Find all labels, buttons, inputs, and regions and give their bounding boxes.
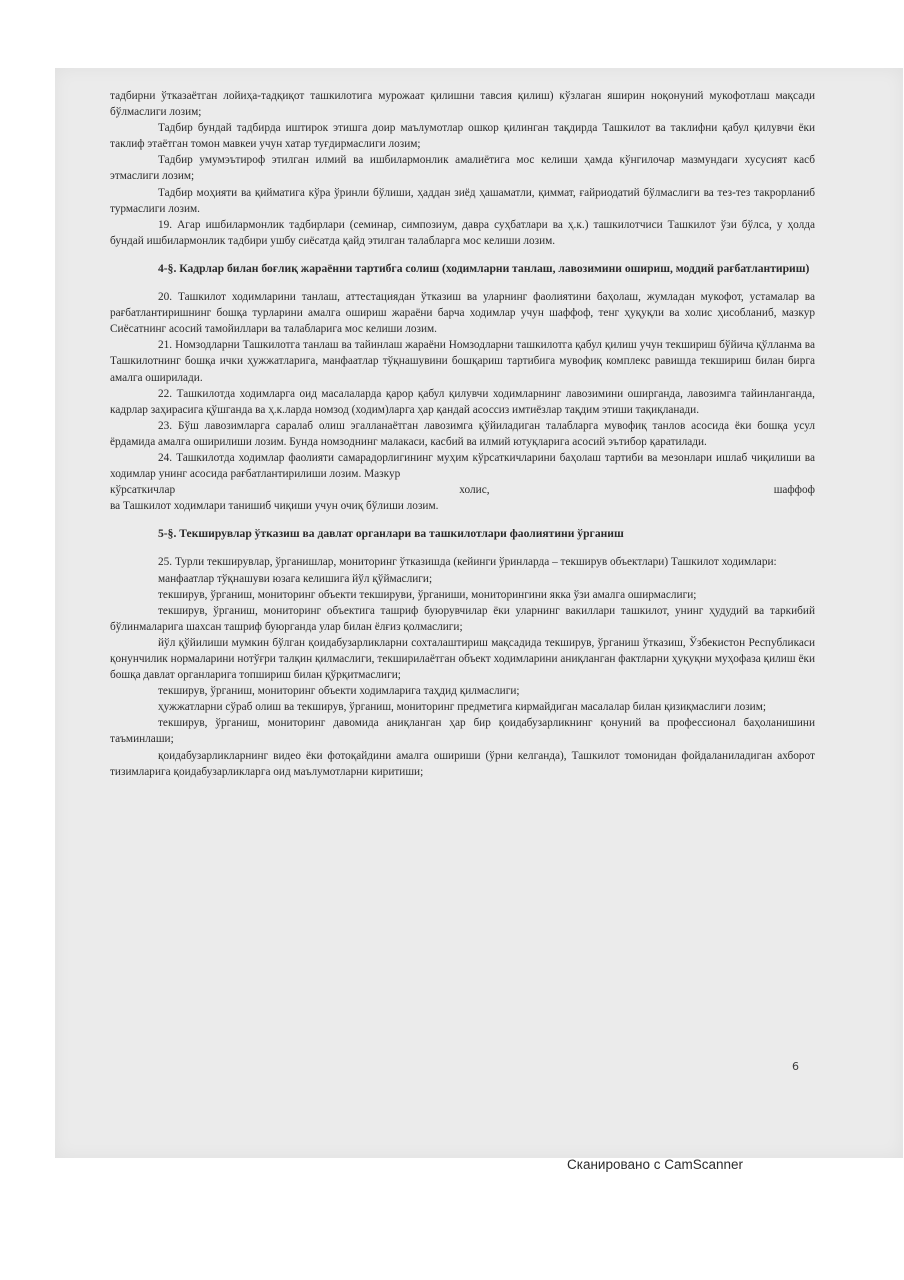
- camscanner-watermark: Сканировано с CamScanner: [567, 1157, 744, 1172]
- section-heading: 5-§. Текширувлар ўтказиш ва давлат органлари ва ташкилотлари фаолиятини ўрганиш: [158, 527, 624, 541]
- split-word: шаффоф: [773, 484, 815, 497]
- list-item: ҳужжатларни сўраб олиш ва текширув, ўрганиш, мониторинг предметига кирмайдиган масалалар билан қизиқмаслиги лозим;: [158, 701, 767, 714]
- document-body: [110, 88, 815, 780]
- list-item: текширув, ўрганиш, мониторинг объекти текшируви, ўрганиши, мониторингини якка ўзи амалга оширмаслиги;: [158, 588, 697, 601]
- paragraph: 19. Агар ишбилармонлик тадбирлари (семинар, симпозиум, давра суҳбатлари ва ҳ.к.) ташкилотчиси Ташкилот ўзи бўлса, у ҳолда бундай ишбилармонлик тадбири ушбу сиёсатда қайд этилган талабларга мос келиши лозим.: [110, 218, 815, 247]
- paragraph: Тадбир моҳияти ва қийматига кўра ўринли бўлиши, ҳаддан зиёд ҳашаматли, қиммат, ғайриодатий бўлмаслиги ва тез-тез такрорланиб турмаслиги лозим.: [110, 186, 815, 215]
- page-number: 6: [792, 1060, 799, 1073]
- list-item: йўл қўйилиши мумкин бўлган қоидабузарликларни сохталаштириш мақсадида текширув, ўрганиш ўтказиш, Ўзбекистон Республикаси қонунчилик нормаларини нотўғри талқин қилмаслиги, текширилаётган объект ходимларини аниқланган фактларни ҳуқуқни муҳофаза қилиш ёки бошқа давлат органларига топшириш билан қўрқитмаслиги;: [110, 636, 815, 682]
- list-item: манфаатлар тўқнашуви юзага келишига йўл қўймаслиги;: [158, 572, 433, 585]
- list-item: текширув, ўрганиш, мониторинг объекти ходимларига таҳдид қилмаслиги;: [158, 685, 520, 698]
- paragraph: Тадбир умумэътироф этилган илмий ва ишбилармонлик амалиётига мос келиши ҳамда кўнгилочар мазмундаги хусусият касб этмаслиги лозим;: [110, 154, 815, 183]
- list-item: қоидабузарликларнинг видео ёки фотоқайдини амалга ошириши (ўрни келганда), Ташкилот томонидан фойдаланиладиган ахборот тизимларига қоидабузарликларга оид маълумотларни киритиши;: [110, 749, 815, 778]
- section-heading: 4-§. Кадрлар билан боғлиқ жараённи тартибга солиш (ходимларни танлаш, лавозимини ошириш, моддий рағбатлантириш): [158, 261, 810, 275]
- split-word: холис,: [459, 484, 490, 497]
- split-word: кўрсаткичлар: [110, 484, 176, 497]
- list-item: текширув, ўрганиш, мониторинг объектига ташриф буюрувчилар ёки уларнинг вакиллари ташкилот, унинг ҳудудий ва таркибий бўлинмаларига шахсан ташриф буюрганда улар билан ёлғиз қолмаслиги;: [110, 604, 815, 633]
- paragraph: ва Ташкилот ходимлари танишиб чиқиши учун очиқ бўлиши лозим.: [110, 500, 439, 513]
- paragraph: 21. Номзодларни Ташкилотга танлаш ва тайинлаш жараёни Номзодларни ташкилотга қабул қилиш учун текшириш бўйича қўлланма ва Ташкилотнинг бошқа ички ҳужжатларига, манфаатлар тўқнашувини бошқариш тартибига мувофиқ комплекс равишда текшириш билан бирга амалга оширилади.: [110, 339, 815, 384]
- list-item: текширув, ўрганиш, мониторинг давомида аниқланган ҳар бир қоидабузарликнинг қонуний ва профессионал баҳоланишини таъминлаши;: [110, 717, 815, 746]
- paragraph: Тадбир бундай тадбирда иштирок этишга доир маълумотлар ошкор қилинган тақдирда Ташкилот ва таклифни қабул қилувчи ёки таклиф этаётган томон мавкеи учун хатар туғдирмаслиги лозим;: [110, 122, 815, 151]
- paragraph: 24. Ташкилотда ходимлар фаолияти самарадорлигининг муҳим кўрсаткичларини баҳолаш тартиби ва мезонлари ишлаб чиқилиши ва ходимлар унинг асосида рағбатлантирилиши лозим. Мазкур: [110, 451, 815, 481]
- paragraph: тадбирни ўтказаётган лойиҳа-тадқиқот ташкилотига мурожаат қилишни тавсия қилиш) кўзлаган яширин ноқонуний мукофотлаш мақсади бўлмаслиги лозим;: [110, 90, 815, 119]
- paragraph: 25. Турли текширувлар, ўрганишлар, мониторинг ўтказишда (кейинги ўринларда – текширув объектлари) Ташкилот ходимлари:: [158, 556, 777, 569]
- paragraph: 22. Ташкилотда ходимларга оид масалаларда қарор қабул қилувчи ходимларнинг лавозимини оширганда, лавозимга тайинланганда, кадрлар заҳирасига қўшганда ва ҳ.к.ларда номзод (ходим)ларга ҳар қандай асоссиз имтиёзлар тақдим этиши тақиқланади.: [110, 387, 815, 416]
- split-line: [110, 482, 815, 498]
- paragraph: 23. Бўш лавозимларга саралаб олиш эгалланаётган лавозимга қўйиладиган талабларга мувофиқ танлов асосида ёки бошқа усул ёрдамида амалга оширилиши лозим. Бунда номзоднинг малакаси, касбий ва илмий ютуқларига асосий эътибор қаратилади.: [110, 419, 815, 448]
- paragraph: 20. Ташкилот ходимларини танлаш, аттестациядан ўтказиш ва уларнинг фаолиятини баҳолаш, жумладан мукофот, устамалар ва рағбатлантиришнинг бошқа турларини амалга ошириш жараёни барча ходимлар учун шаффоф, тенг ҳуқуқли ва холис ҳисобланиб, мазкур Сиёсатнинг асосий тамойиллари ва талабларига мос келиши лозим.: [110, 291, 815, 336]
